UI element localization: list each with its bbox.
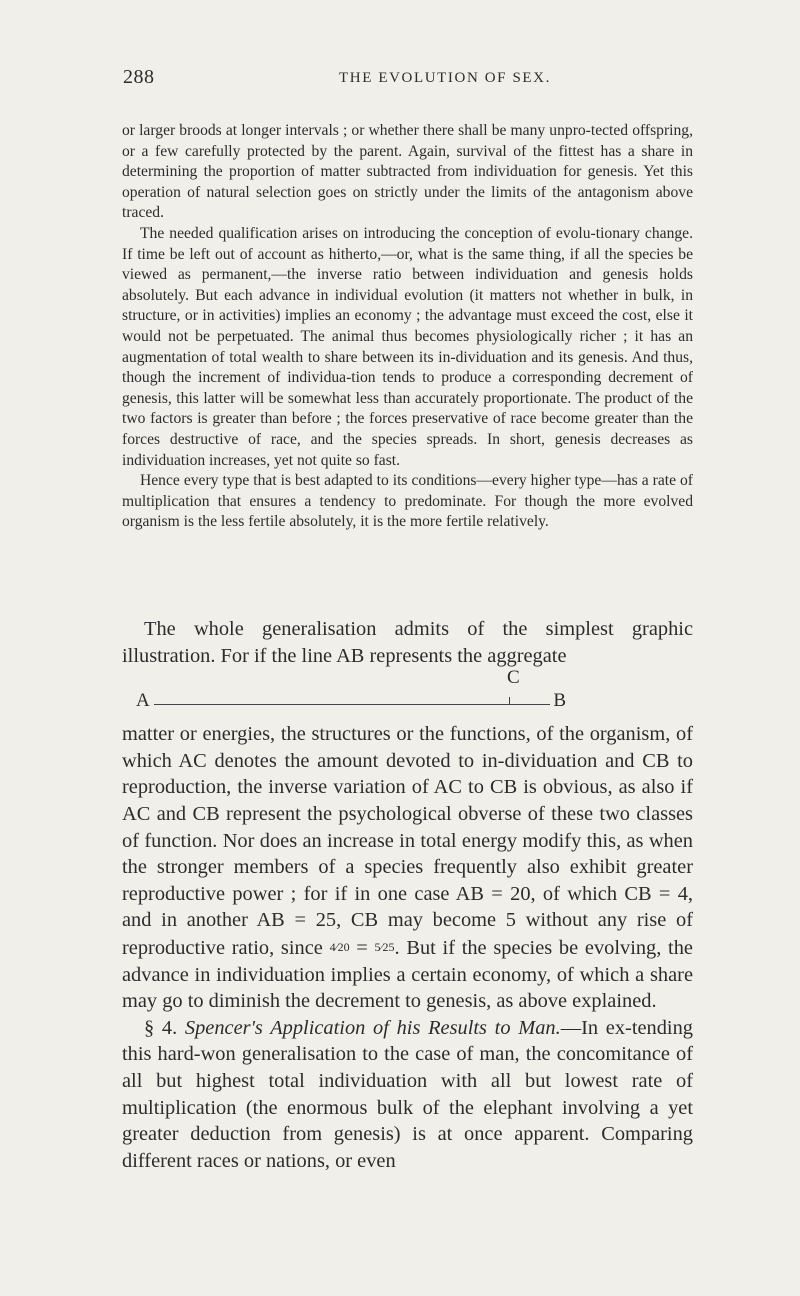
diagram-label-a: A (136, 690, 150, 711)
paragraph: or larger broods at longer intervals ; or whether there shall be many unpro-tected offspring, or a few carefully protected by the parent. Again, survival of the fittest has a share in determining the proportion of matter subtracted from individuation for genesis. Yet this operation of natural selection goes on strictly under the limits of the antagonism above traced. (122, 122, 693, 222)
text-run: —In ex-tending this hard-won generalisation to the case of man, the concomitance of all but highest total individuation with all but lowest rate of multiplication (the enormous bulk of the elephant involving a yet greater deduction from genesis) is at once apparent. Comparing different races or nations, or even (122, 1016, 693, 1172)
line-ab (154, 704, 550, 705)
paragraph: The needed qualification arises on introducing the conception of evolu-tionary change. If time be left out of account as hitherto,—or, what is the same thing, if all the species be viewed as permanent,—the inverse ratio between individuation and genesis holds absolutely. But each advance in individual evolution (it matters not whether in bulk, in structure, or in activities) implies an economy ; the advantage must exceed the cost, else it would not be perpetuated. The animal thus becomes physiologically richer ; it has an augmentation of total wealth to share between its in-dividuation and its genesis. And thus, though the increment of individua-tion tends to produce a corresponding decrement of genesis, this latter will be somewhat less than accurately proportionate. The product of the two factors is greater than before ; the forces preservative of race become greater than the forces destructive of race, and the species spreads. In short, genesis decreases as individuation increases, yet not quite so fast. (122, 224, 693, 469)
equals-sign: = (349, 936, 375, 959)
tick-c (509, 697, 510, 705)
page-number: 288 (123, 66, 155, 88)
small-print-body (122, 121, 693, 533)
fraction: 4⁄20 (329, 939, 350, 954)
section-paragraph (122, 1015, 693, 1175)
paragraph: Hence every type that is best adapted to its conditions—every higher type—has a rate of multiplication that ensures a tendency to predominate. For though the more evolved organism is the less fertile absolutely, it is the more fertile relatively. (122, 472, 693, 531)
line-diagram (136, 692, 566, 714)
text-run: matter or energies, the structures or the functions, of the organism, of which AC denotes the amount devoted to in-dividuation and CB to reproduction, the inverse variation of AC to CB is obvious, as also if AC and CB represent the psychological obverse of these two classes of function. Nor does an increase in total energy modify this, as when the stronger members of a species frequently also exhibit greater reproductive power ; for if in one case AB = 20, of which CB = 4, and in another AB = 25, CB may become 5 without any rise of reproductive ratio, since (122, 723, 693, 959)
fraction: 5⁄25 (374, 939, 395, 954)
section-mark: § 4. (144, 1016, 185, 1039)
text-run: . But if the species be evolving, the advance in individuation implies a certain economy, of which a share may go to diminish the decrement to genesis, as above explained. (122, 936, 693, 1013)
diagram-label-b: B (553, 690, 566, 711)
paragraph (122, 721, 693, 1015)
running-title: THE EVOLUTION OF SEX. (339, 70, 551, 86)
section-title: Spencer's Application of his Results to Man. (184, 1016, 561, 1039)
diagram-label-c: C (507, 667, 520, 688)
paragraph: The whole generalisation admits of the simplest graphic illustration. For if the line AB represents the aggregate (122, 618, 693, 667)
